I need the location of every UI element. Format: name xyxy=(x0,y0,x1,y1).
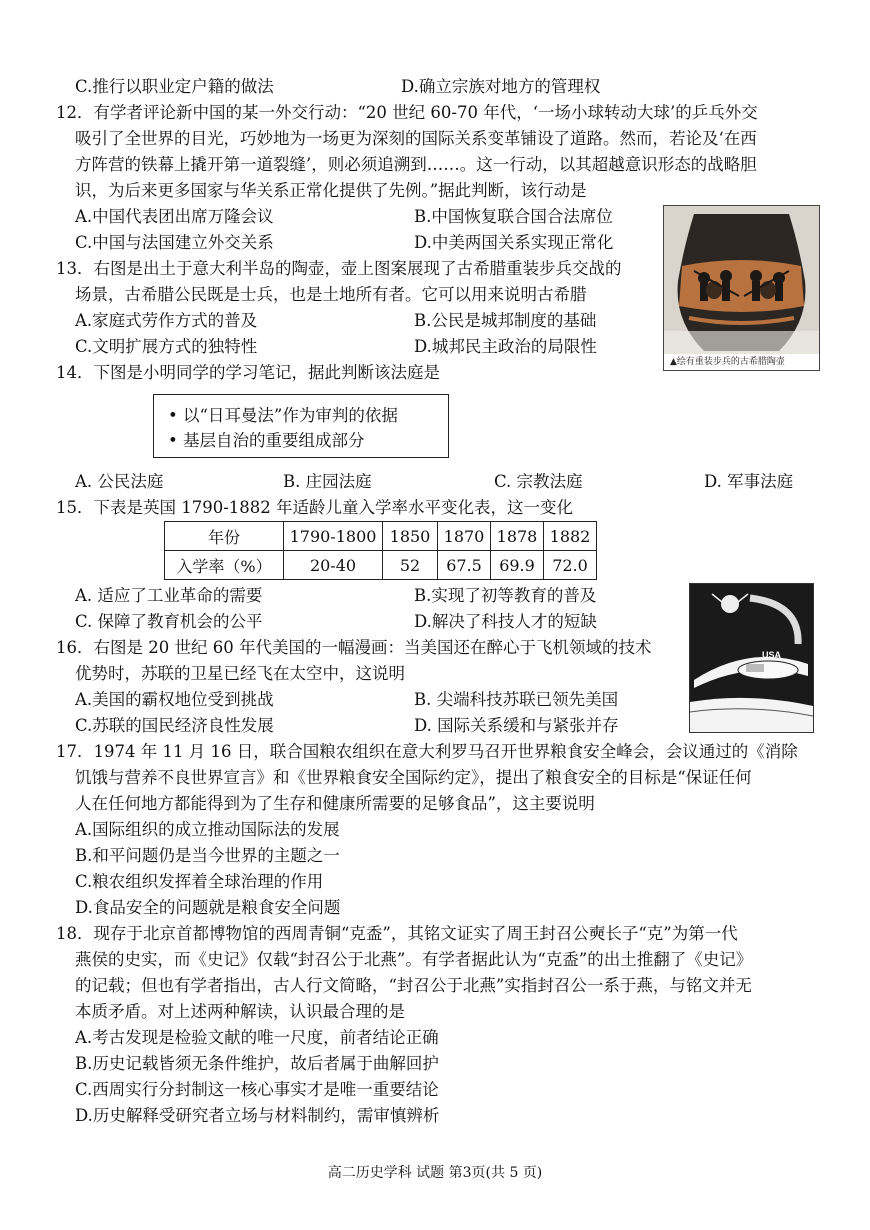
page-footer: 高二历史学科 试题 第3页(共 5 页) xyxy=(327,1165,543,1181)
q15-option-b: B.实现了初等教育的普及 xyxy=(414,586,597,605)
q16-stem-line-1: 16．右图是 20 世纪 60 年代美国的一幅漫画：当美国还在醉心于飞机领域的技术 xyxy=(56,638,652,657)
q12-option-a: A.中国代表团出席万隆会议 xyxy=(75,207,274,226)
q13-option-c: C.文明扩展方式的独特性 xyxy=(75,337,258,356)
vase-caption: ▲绘有重装步兵的古希腊陶壶 xyxy=(670,357,785,367)
table-cell: 52 xyxy=(383,551,438,580)
table-cell: 67.5 xyxy=(438,551,491,580)
q15-option-c: C. 保障了教育机会的公平 xyxy=(75,612,263,631)
q18-option-a: A.考古发现是检验文献的唯一尺度，前者结论正确 xyxy=(75,1028,439,1047)
q18-option-c: C.西周实行分封制这一核心事实才是唯一重要结论 xyxy=(75,1080,439,1099)
table-cell: 69.9 xyxy=(491,551,544,580)
q17-option-c: C.粮农组织发挥着全球治理的作用 xyxy=(75,872,324,891)
q17-stem-line-1: 17．1974 年 11 月 16 日，联合国粮农组织在意大利罗马召开世界粮食安全峰会，会议通过的《消除 xyxy=(56,742,798,761)
table-cell: 20-40 xyxy=(284,551,383,580)
plane-usa-label: USA xyxy=(762,650,782,660)
q14-option-c: C. 宗教法庭 xyxy=(494,472,583,491)
table-cell: 1878 xyxy=(491,522,544,551)
vase-illustration xyxy=(664,206,819,354)
q15-option-a: A. 适应了工业革命的需要 xyxy=(75,586,263,605)
q15-option-d: D.解决了科技人才的短缺 xyxy=(414,612,597,631)
q16-option-a: A.美国的霸权地位受到挑战 xyxy=(75,690,274,709)
q18-option-b: B.历史记载皆须无条件维护，故后者属于曲解回护 xyxy=(75,1054,439,1073)
q14-stem: 14．下图是小明同学的学习笔记，据此判断该法庭是 xyxy=(56,363,440,382)
q13-option-b: B.公民是城邦制度的基础 xyxy=(414,311,597,330)
q17-option-d: D.食品安全的问题就是粮食安全问题 xyxy=(75,898,341,917)
q14-option-a: A. 公民法庭 xyxy=(75,472,164,491)
q11-option-c: C.推行以职业定户籍的做法 xyxy=(75,77,274,96)
q12-stem-line-1: 12．有学者评论新中国的某一外交行动：“20 世纪 60-70 年代，‘一场小球转动大球’的乒乓外交 xyxy=(56,103,758,122)
space-race-cartoon xyxy=(689,583,814,733)
study-note-box xyxy=(153,394,449,458)
table-cell: 1870 xyxy=(438,522,491,551)
q18-stem-line-3: 的记载；但也有学者指出，古人行文简略，“封召公于北燕”实指封召公一系于燕，与铭文并无 xyxy=(75,976,752,995)
q12-stem-line-2: 吸引了全世界的目光，巧妙地为一场更为深刻的国际关系变革铺设了道路。然而，若论及‘在西 xyxy=(75,129,757,148)
enrollment-table xyxy=(164,521,597,580)
q16-option-c: C.苏联的国民经济良性发展 xyxy=(75,716,274,735)
table-cell: 入学率（%） xyxy=(165,551,284,580)
q17-stem-line-3: 人在任何地方都能得到为了生存和健康所需要的足够食品”，这主要说明 xyxy=(75,794,595,813)
table-cell: 1790-1800 xyxy=(284,522,383,551)
table-cell: 72.0 xyxy=(544,551,597,580)
q12-option-d: D.中美两国关系实现正常化 xyxy=(414,233,614,252)
q12-stem-line-3: 方阵营的铁幕上撬开第一道裂缝’，则必须追溯到……。这一行动，以其超越意识形态的战略胆 xyxy=(75,155,757,174)
q14-option-b: B. 庄园法庭 xyxy=(283,472,372,491)
q18-stem-line-1: 18．现存于北京首都博物馆的西周青铜“克盉”，其铭文证实了周王封召公奭长子“克”为第一代 xyxy=(56,924,738,943)
q17-option-a: A.国际组织的成立推动国际法的发展 xyxy=(75,820,340,839)
cartoon-illustration xyxy=(690,584,813,732)
table-row xyxy=(165,551,597,580)
q16-option-d: D. 国际关系缓和与紧张并存 xyxy=(414,716,619,735)
q16-stem-line-2: 优势时，苏联的卫星已经飞在太空中，这说明 xyxy=(75,664,405,683)
q14-option-d: D. 军事法庭 xyxy=(704,472,794,491)
q18-stem-line-2: 燕侯的史实，而《史记》仅载“封召公于北燕”。有学者据此认为“克盉”的出土推翻了《史记》 xyxy=(75,950,753,969)
q18-option-d: D.历史解释受研究者立场与材料制约，需审慎辨析 xyxy=(75,1106,440,1125)
note-item-2: • 基层自治的重要组成部分 xyxy=(168,431,365,450)
q13-stem-line-2: 场景，古希腊公民既是士兵，也是土地所有者。它可以用来说明古希腊 xyxy=(75,285,587,304)
q12-option-c: C.中国与法国建立外交关系 xyxy=(75,233,274,252)
q18-stem-line-4: 本质矛盾。对上述两种解读，认识最合理的是 xyxy=(75,1002,405,1021)
q13-option-a: A.家庭式劳作方式的普及 xyxy=(75,311,258,330)
q12-stem-line-4: 识，为后来更多国家与华关系正常化提供了先例。”据此判断，该行动是 xyxy=(75,181,587,200)
q16-option-b: B. 尖端科技苏联已领先美国 xyxy=(414,690,619,709)
q15-stem: 15．下表是英国 1790-1882 年适龄儿童入学率水平变化表，这一变化 xyxy=(56,498,574,517)
q17-stem-line-2: 饥饿与营养不良世界宣言》和《世界粮食安全国际约定》，提出了粮食安全的目标是“保证任何 xyxy=(75,768,752,787)
q13-option-d: D.城邦民主政治的局限性 xyxy=(414,337,597,356)
q11-option-d: D.确立宗族对地方的管理权 xyxy=(401,77,601,96)
table-cell: 年份 xyxy=(165,522,284,551)
greek-vase-image xyxy=(663,205,820,371)
table-cell: 1882 xyxy=(544,522,597,551)
note-item-1: • 以“日耳曼法”作为审判的依据 xyxy=(168,406,398,425)
q12-option-b: B.中国恢复联合国合法席位 xyxy=(414,207,613,226)
table-header-row xyxy=(165,522,597,551)
table-cell: 1850 xyxy=(383,522,438,551)
q17-option-b: B.和平问题仍是当今世界的主题之一 xyxy=(75,846,340,865)
q13-stem-line-1: 13．右图是出土于意大利半岛的陶壶，壶上图案展现了古希腊重装步兵交战的 xyxy=(56,259,622,278)
